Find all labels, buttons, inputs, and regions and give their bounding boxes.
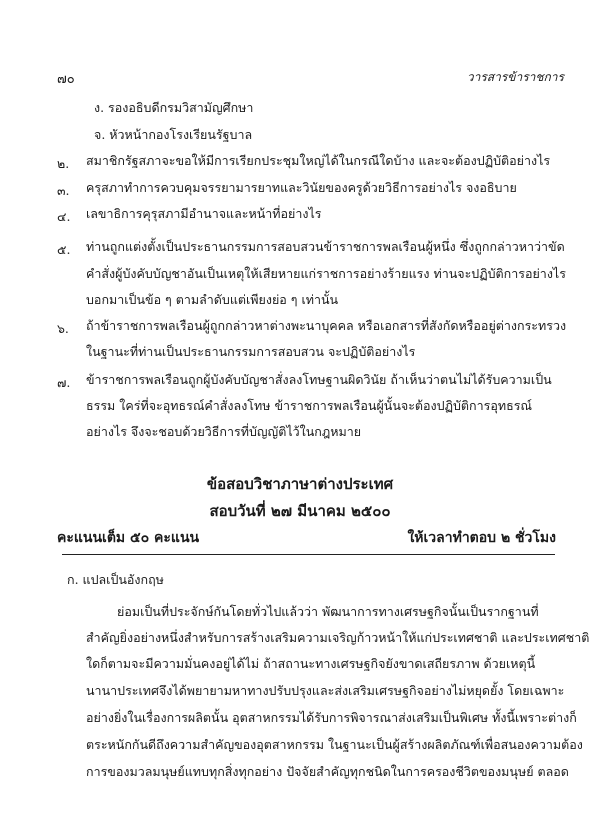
item-number: ๔. <box>57 209 71 224</box>
item-line: ธรรม ใคร่ที่จะอุทธรณ์คำสั่งลงโทษ ข้าราชการพลเรือนผู้นั้นจะต้องปฏิบัติการอุทธรณ์ <box>86 398 533 413</box>
page-number: ๗๐ <box>57 72 75 87</box>
exam-time: ให้เวลาทำตอบ ๒ ชั่วโมง <box>407 530 556 546</box>
paragraph-line: อย่างยิ่งในเรื่องการผลิตนั้น อุตสาหกรรมได้รับการพิจารณาส่งเสริมเป็นพิเศษ ทั้งนี้เพราะต่างก็ <box>86 710 577 725</box>
item-line: ครุสภาทำการควบคุมจรรยามารยาทและวินัยของครูด้วยวิธีการอย่างไร จงอธิบาย <box>86 180 517 195</box>
paragraph-line: สำคัญยิ่งอย่างหนึ่งสำหรับการสร้างเสริมความเจริญก้าวหน้าให้แก่ประเทศชาติ และประเทศชาติ <box>86 630 590 645</box>
item-line: ข้าราชการพลเรือนถูกผู้บังคับบัญชาสั่งลงโทษฐานผิดวินัย ถ้าเห็นว่าตนไม่ได้รับความเป็น <box>86 372 552 387</box>
paragraph-line: ตระหนักกันดีถึงความสำคัญของอุตสาหกรรม ในฐานะเป็นผู้สร้างผลิตภัณฑ์เพื่อสนองความต้อง <box>86 737 583 752</box>
item-number: ๒. <box>57 156 70 171</box>
exam-score: คะแนนเต็ม ๕๐ คะแนน <box>57 530 200 546</box>
item-line: ท่านถูกแต่งตั้งเป็นประธานกรรมการสอบสวนข้าราชการพลเรือนผู้หนึ่ง ซึ่งถูกกล่าวหาว่าขัด <box>86 239 565 254</box>
item-line: จ. หัวหน้ากองโรงเรียนรัฐบาล <box>94 127 253 142</box>
item-number: ๖. <box>57 321 69 336</box>
exam-date: สอบวันที่ ๒๗ มีนาคม ๒๕๐๐ <box>209 502 391 520</box>
item-line: คำสั่งผู้บังคับบัญชาอันเป็นเหตุให้เสียหายแก่ราชการอย่างร้ายแรง ท่านจะปฏิบัติการอย่างไร <box>86 266 566 281</box>
item-line: สมาชิกรัฐสภาจะขอให้มีการเรียกประชุมใหญ่ได้ในกรณีใดบ้าง และจะต้องปฏิบัติอย่างไร <box>86 153 551 168</box>
item-number: ๓. <box>57 183 70 198</box>
divider-line <box>62 554 555 555</box>
item-number: ๕. <box>57 242 71 257</box>
item-number: ๗. <box>57 375 71 390</box>
item-line: ในฐานะที่ท่านเป็นประธานกรรมการสอบสวน จะปฏิบัติอย่างไร <box>86 344 416 359</box>
journal-title: วารสารข้าราชการ <box>466 70 564 84</box>
paragraph-line: ใดก็ตามจะมีความมั่นคงอยู่ได้ไม่ ถ้าสถานะทางเศรษฐกิจยังขาดเสถียรภาพ ด้วยเหตุนี้ <box>86 656 536 671</box>
paragraph-line: ย่อมเป็นที่ประจักษ์กันโดยทั่วไปแล้วว่า พัฒนาการทางเศรษฐกิจนั้นเป็นรากฐานที่ <box>117 604 539 619</box>
item-line: บอกมาเป็นข้อ ๆ ตามลำดับแต่เพียงย่อ ๆ เท่านั้น <box>86 292 339 307</box>
exam-title: ข้อสอบวิชาภาษาต่างประเทศ <box>206 475 394 493</box>
item-line: เลขาธิการคุรุสภามีอำนาจและหน้าที่อย่างไร <box>86 206 322 221</box>
section-label: ก. แปลเป็นอังกฤษ <box>67 572 164 587</box>
paragraph-line: การของมวลมนุษย์แทบทุกสิ่งทุกอย่าง ปัจจัยสำคัญทุกชนิดในการครองชีวิตของมนุษย์ ตลอด <box>86 764 569 779</box>
item-line: อย่างไร จึงจะชอบด้วยวิธีการที่บัญญัติไว้ในกฎหมาย <box>86 424 362 439</box>
item-line: ง. รองอธิบดีกรมวิสามัญศึกษา <box>94 100 254 115</box>
paragraph-line: นานาประเทศจึงได้พยายามหาทางปรับปรุงและส่งเสริมเศรษฐกิจอย่างไม่หยุดยั้ง โดยเฉพาะ <box>86 683 565 698</box>
item-line: ถ้าข้าราชการพลเรือนผู้ถูกกล่าวหาต่างพะนาบุคคล หรือเอกสารที่สังกัดหรืออยู่ต่างกระทรวง <box>86 318 567 333</box>
